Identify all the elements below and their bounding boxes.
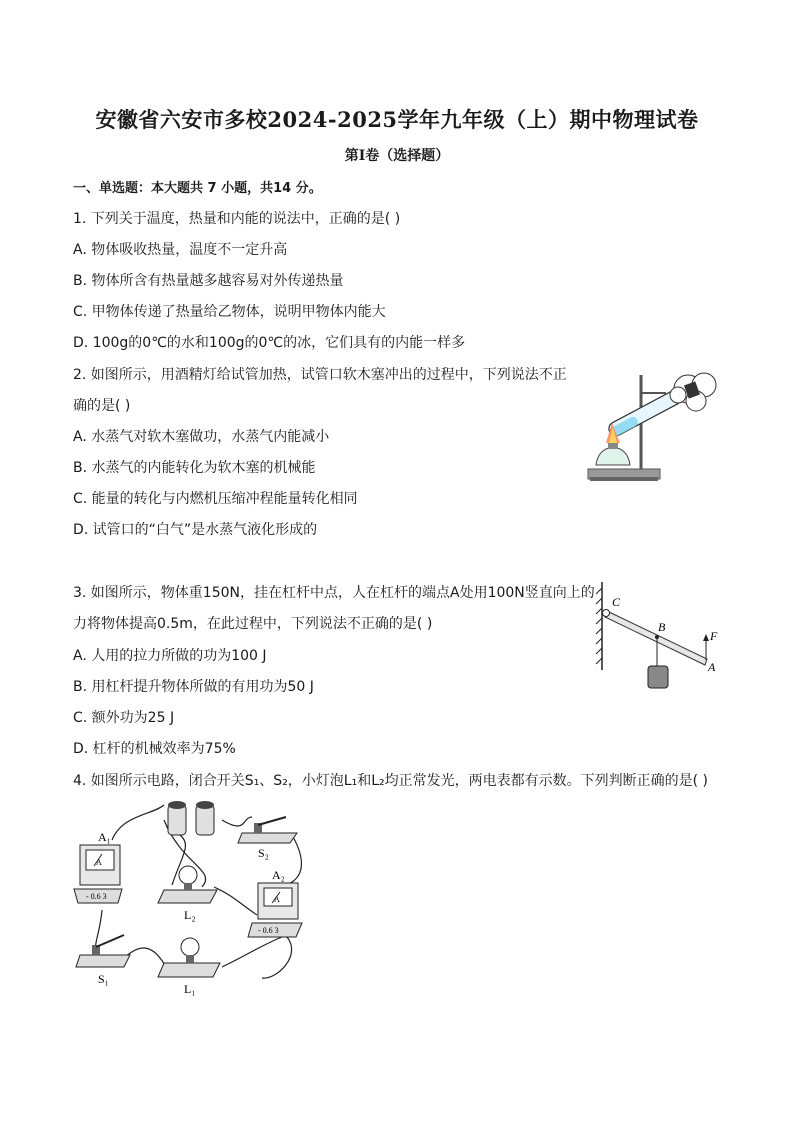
label-a1: A₁ [98, 830, 111, 844]
label-f: F [710, 629, 718, 643]
question-3-option-d: D. 杠杆的机械效率为75% [73, 741, 236, 757]
ammeter-a1 [74, 845, 122, 903]
ammeter-a2 [248, 883, 302, 937]
alcohol-lamp [596, 447, 630, 465]
label-a2: A₂ [272, 868, 285, 882]
a1-unit: A [96, 858, 102, 867]
stand-base-edge [590, 477, 658, 481]
question-1-option-a: A. 物体吸收热量，温度不一定升高 [73, 242, 288, 258]
switch-s1 [76, 935, 130, 967]
question-1-option-b: B. 物体所含有热量越多越容易对外传递热量 [73, 273, 344, 289]
pivot-point [603, 610, 610, 617]
label-l2: L₂ [184, 908, 196, 922]
test-tube-heating-figure [586, 365, 724, 485]
circuit-figure [72, 795, 332, 1000]
hanging-weight [648, 666, 668, 688]
question-4-stem: 4. 如图所示电路，闭合开关S₁、S₂，小灯泡L₁和L₂均正常发光，两电表都有示数。下列判断正确的是( ) [73, 773, 709, 789]
question-1-option-c: C. 甲物体传递了热量给乙物体，说明甲物体内能大 [73, 304, 386, 320]
question-2-option-a: A. 水蒸气对软木塞做功，水蒸气内能减小 [73, 429, 330, 445]
question-2-stem-line2: 确的是( ) [73, 398, 131, 414]
label-b: B [658, 620, 666, 634]
part-subtitle: 第Ⅰ卷（选择题） [344, 148, 450, 164]
question-1-option-d: D. 100g的0℃的水和100g的0℃的冰，它们具有的内能一样多 [73, 335, 466, 351]
wall-hatching [596, 588, 602, 664]
switch-s2 [238, 817, 297, 843]
question-2-stem-line1: 2. 如图所示，用酒精灯给试管加热，试管口软木塞冲出的过程中，下列说法不正 [73, 367, 567, 383]
question-3-stem-line2: 力将物体提高0.5m，在此过程中，下列说法不正确的是( ) [73, 616, 433, 632]
question-3-stem-line1: 3. 如图所示，物体重150N，挂在杠杆中点，人在杠杆的端点A处用100N竖直向上的 [73, 585, 595, 601]
lever-figure [592, 580, 724, 692]
label-s1: S₁ [98, 972, 109, 986]
battery-pack [168, 801, 214, 835]
a2-terminals: - 0.6 3 [258, 926, 279, 935]
page-title: 安徽省六安市多校2024-2025学年九年级（上）期中物理试卷 [95, 107, 699, 132]
question-3-option-a: A. 人用的拉力所做的功为100 J [73, 648, 267, 664]
question-2-option-d: D. 试管口的“白气”是水蒸气液化形成的 [73, 522, 318, 538]
label-a: A [708, 660, 716, 674]
question-3-option-c: C. 额外功为25 J [73, 710, 175, 726]
lamp-wick-holder [608, 443, 618, 449]
section-heading: 一、单选题：本大题共 7 小题，共14 分。 [73, 181, 322, 196]
lamp-l1 [158, 938, 220, 977]
question-2-option-c: C. 能量的转化与内燃机压缩冲程能量转化相同 [73, 491, 358, 507]
lamp-l2 [158, 866, 217, 903]
label-l1: L₁ [184, 982, 196, 996]
question-1-stem: 1. 下列关于温度，热量和内能的说法中，正确的是( ) [73, 211, 401, 227]
a2-unit: A [274, 895, 280, 904]
question-2-option-b: B. 水蒸气的内能转化为软木塞的机械能 [73, 460, 316, 476]
force-arrow-head [703, 634, 709, 641]
label-c: C [612, 595, 621, 609]
question-3-option-b: B. 用杠杆提升物体所做的有用功为50 J [73, 679, 314, 695]
a1-terminals: - 0.6 3 [86, 892, 107, 901]
label-s2: S₂ [258, 846, 269, 860]
